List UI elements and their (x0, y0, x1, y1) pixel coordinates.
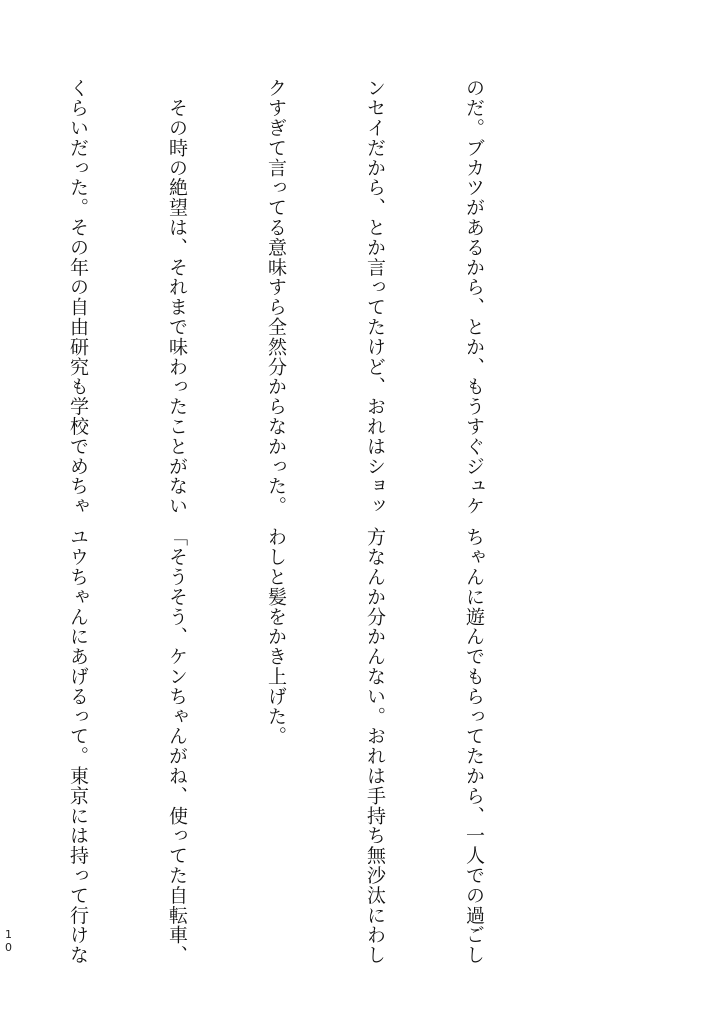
text-block-top (67, 78, 556, 516)
text-column: わしと髪をかき上げた。 (265, 527, 287, 746)
text-column: くらいだった。その年の自由研究も学校でめちゃ (67, 78, 89, 516)
text-column: ユウちゃんにあげるって。東京には持って行けな (67, 527, 89, 965)
text-column: 「そうそう、ケンちゃんがね、使ってた自転車、 (166, 527, 188, 965)
text-column: 方なんか分かんない。おれは手持ち無沙汰にわし (364, 527, 386, 965)
page-number: 10 (2, 928, 15, 954)
text-column: ンセイだから、とか言ってたけど、おれはショッ (364, 78, 386, 516)
text-column: ちゃんに遊んでもらってたから、一人での過ごし (463, 527, 485, 965)
text-column: クすぎて言ってる意味すら全然分からなかった。 (265, 78, 287, 516)
text-column: のだ。ブカツがあるから、とか、もうすぐジュケ (463, 78, 485, 516)
text-block-bottom (67, 527, 556, 965)
text-column: その時の絶望は、それまで味わったことがない (166, 78, 188, 516)
